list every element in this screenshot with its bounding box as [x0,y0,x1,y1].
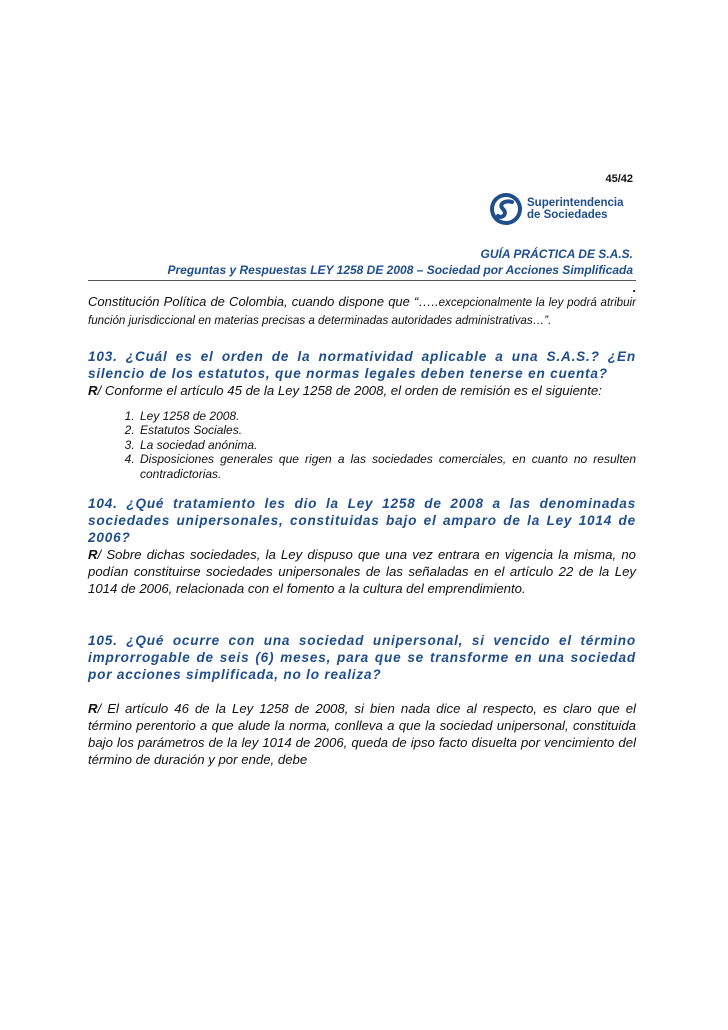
document-body [88,280,636,768]
page-number: 45/42 [605,173,633,185]
intro-part1: Constitución Política de Colombia, cuando dispone que “….. [88,294,439,309]
answer-105-text: / El artículo 46 de la Ley 1258 de 2008, si bien nada dice al respecto, es claro que el término perentorio a que alude la norma, conlleva a que la sociedad unipersonal, constituida bajo los parámetros de la ley 1014 de 2006, queda de ipso facto disuelta por vencimiento del término de duración y por ende, debe [88,701,636,768]
list-item: 4. Disposiciones generales que rigen a las sociedades comerciales, en cuanto no resulten contradictorias. [138,452,636,481]
answer-prefix: R [88,701,98,717]
question-103: 103. ¿Cuál es el orden de la normatividad aplicable a una S.A.S.? ¿En silencio de los estatutos, que normas legales deben tenerse en cuenta? [88,349,636,381]
answer-103 [88,382,636,399]
intro-paragraph [88,293,636,329]
dot-mark: . [632,280,636,295]
superintendencia-logo [489,192,624,226]
guide-title: GUÍA PRÁCTICA DE S.A.S. [480,247,633,261]
answer-105 [88,700,636,768]
logo-line2: de Sociedades [527,209,608,221]
answer-104 [88,546,636,597]
answer-prefix: R [88,383,98,398]
answer-103-text: / Conforme el artículo 45 de la Ley 1258 de 2008, el orden de remisión es el siguiente: [97,383,602,398]
question-105: 105. ¿Qué ocurre con una sociedad unipersonal, si vencido el término improrrogable de seis (6) meses, para que se transforme en una sociedad por acciones simplificada, no lo realiza? [88,633,636,683]
intro-part2: excepcionalmente la ley podrá atribuir función jurisdiccional en materias precisas a determinadas autoridades administrativas…”. [88,296,636,327]
normative-order-list [88,409,636,481]
logo-emblem-icon [489,192,523,226]
logo-line1: Superintendencia [527,197,624,209]
list-item: 1. Ley 1258 de 2008. [138,409,636,423]
question-104: 104. ¿Qué tratamiento les dio la Ley 1258 de 2008 a las denominadas sociedades unipersonales, constituidas bajo el amparo de la Ley 1014 de 2006? [88,496,636,546]
header-divider [88,280,636,281]
answer-104-text: / Sobre dichas sociedades, la Ley dispuso que una vez entrara en vigencia la misma, no podían constituirse sociedades unipersonales de las señaladas en el artículo 22 de la Ley 1014 de 2006, relacionada con el fomento a la cultura del emprendimiento. [88,547,636,597]
list-item: 3. La sociedad anónima. [138,438,636,452]
guide-subtitle: Preguntas y Respuestas LEY 1258 DE 2008 – Sociedad por Acciones Simplificada [167,263,633,277]
list-item: 2. Estatutos Sociales. [138,423,636,437]
answer-prefix: R [88,547,98,563]
